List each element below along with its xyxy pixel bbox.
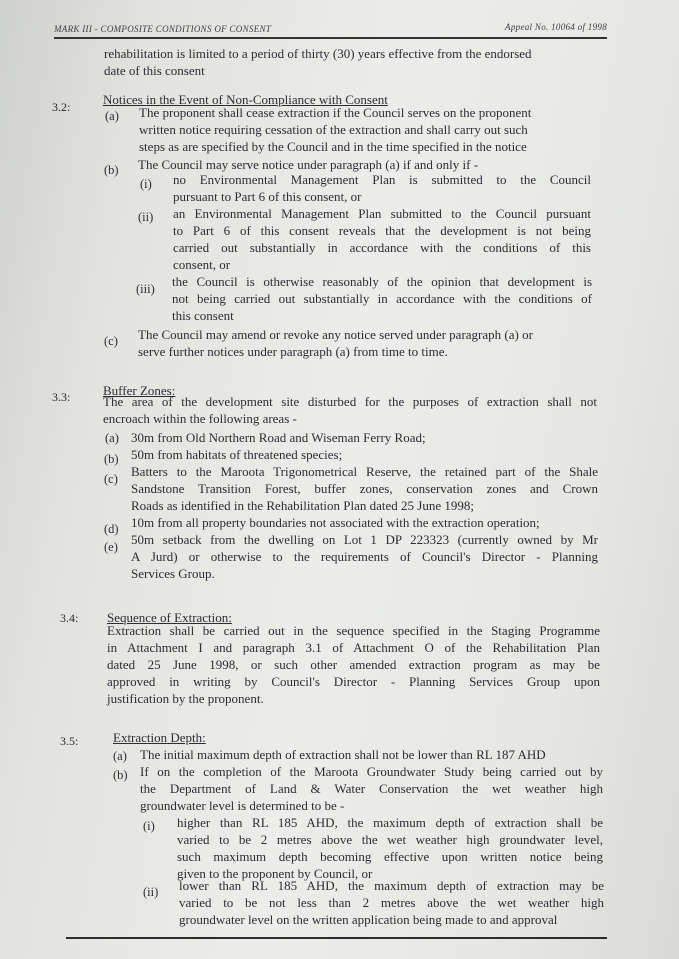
item-label: (b) <box>104 163 119 177</box>
paragraph-line: Services Group. <box>131 566 215 581</box>
paragraph-line: 10m from all property boundaries not associated with the extraction operation; <box>131 515 540 530</box>
header-rule <box>54 37 607 39</box>
paragraph-line: 50m from habitats of threatened species; <box>131 447 343 462</box>
intro-line: rehabilitation is limited to a period of thirty (30) years effective from the endorsed <box>104 46 532 61</box>
footer-rule <box>66 937 607 939</box>
paragraph-line: an Environmental Management Plan submitted to the Council pursuant <box>173 206 591 221</box>
item-label: (a) <box>105 109 119 123</box>
paragraph-line: justification by the proponent. <box>107 691 264 706</box>
item-label: (d) <box>104 522 119 536</box>
item-label: (e) <box>104 540 118 554</box>
paragraph-line: encroach within the following areas - <box>103 411 297 426</box>
paragraph-line: 30m from Old Northern Road and Wiseman Ferry Road; <box>131 430 426 445</box>
paragraph-line: in Attachment I and paragraph 3.1 of Attachment O of the Rehabilitation Plan <box>107 640 600 655</box>
subitem-label: (i) <box>140 177 152 191</box>
paragraph-line: steps as are specified by the Council and in the time specified in the notice <box>139 139 527 154</box>
subitem-label: (ii) <box>138 210 154 224</box>
paragraph-line: groundwater level on the written application being made to and approval <box>179 912 558 927</box>
paragraph-line: Batters to the Maroota Trigonometrical Reserve, the retained part of the Shale <box>131 464 598 479</box>
paragraph-line: serve further notices under paragraph (a) from time to time. <box>138 344 448 359</box>
section-heading: Buffer Zones: <box>103 383 176 398</box>
section-number: 3.4: <box>60 611 79 625</box>
item-label: (b) <box>113 768 128 782</box>
paragraph-line: pursuant to Part 6 of this consent, or <box>173 189 362 204</box>
paragraph-line: The proponent shall cease extraction if the Council serves on the proponent <box>139 105 532 120</box>
section-number: 3.5: <box>60 734 79 748</box>
paragraph-line: Roads as identified in the Rehabilitation Plan dated 25 June 1998; <box>131 498 474 513</box>
paragraph-line: this consent <box>172 308 234 323</box>
section-number: 3.2: <box>52 100 71 114</box>
paragraph-line: to Part 6 of this consent reveals that the development is not being <box>173 223 591 238</box>
paragraph-line: dated 25 June 1998, or such other amended extraction program as may be <box>107 657 600 672</box>
paragraph-line: such maximum depth becoming effective upon written notice being <box>177 849 603 864</box>
paragraph-line: 50m setback from the dwelling on Lot 1 DP 223323 (currently owned by Mr <box>131 532 598 547</box>
subitem-label: (i) <box>143 819 155 833</box>
running-header <box>54 20 607 36</box>
paragraph-line: If on the completion of the Maroota Groundwater Study being carried out by <box>140 764 603 779</box>
paragraph-line: given to the proponent by Council, or <box>177 866 373 881</box>
paragraph-line: lower than RL 185 AHD, the maximum depth of extraction may be <box>179 878 604 893</box>
section-heading: Notices in the Event of Non-Compliance with Consent <box>103 92 388 107</box>
item-label: (a) <box>105 431 119 445</box>
paragraph-line: The initial maximum depth of extraction shall not be lower than RL 187 AHD <box>140 747 546 762</box>
item-label: (c) <box>104 334 118 348</box>
paragraph-line: groundwater level is determined to be - <box>140 798 345 813</box>
item-label: (b) <box>104 452 119 466</box>
paragraph-line: consent, or <box>173 257 231 272</box>
section-number: 3.3: <box>52 390 71 404</box>
paragraph-line: no Environmental Management Plan is submitted to the Council <box>173 172 591 187</box>
paragraph-line: the Department of Land & Water Conservation the wet weather high <box>140 781 603 796</box>
paragraph-line: Extraction shall be carried out in the sequence specified in the Staging Programme <box>107 623 600 638</box>
intro-line: date of this consent <box>104 63 205 78</box>
paragraph-line: not being carried out substantially in accordance with the conditions of <box>172 291 592 306</box>
section-heading: Extraction Depth: <box>113 730 206 745</box>
paragraph-line: The area of the development site disturbed for the purposes of extraction shall not <box>103 394 597 409</box>
paragraph-line: higher than RL 185 AHD, the maximum depth of extraction shall be <box>177 815 603 830</box>
paragraph-line: written notice requiring cessation of the extraction and shall carry out such <box>139 122 528 137</box>
paragraph-line: varied to be not less than 2 metres above the wet weather high <box>179 895 604 910</box>
paragraph-line: the Council is otherwise reasonably of the opinion that development is <box>172 274 592 289</box>
header-appeal-number: Appeal No. 10064 of 1998 <box>505 22 607 32</box>
paragraph-line: approved in writing by Council's Director - Planning Services Group upon <box>107 674 600 689</box>
subitem-label: (ii) <box>143 885 159 899</box>
paragraph-line: A Jurd) or otherwise to the requirements of Council's Director - Planning <box>131 549 598 564</box>
section-heading: Sequence of Extraction: <box>107 610 232 625</box>
paragraph-line: The Council may serve notice under paragraph (a) if and only if - <box>138 157 479 172</box>
item-label: (a) <box>113 749 127 763</box>
paragraph-line: Sandstone Transition Forest, buffer zones, conservation zones and Crown <box>131 481 598 496</box>
subitem-label: (iii) <box>136 282 155 296</box>
paragraph-line: carried out substantially in accordance with the conditions of this <box>173 240 591 255</box>
paragraph-line: varied to be 2 metres above the wet weather high groundwater level, <box>177 832 603 847</box>
paragraph-line: The Council may amend or revoke any notice served under paragraph (a) or <box>138 327 533 342</box>
item-label: (c) <box>104 472 118 486</box>
header-title: MARK III - COMPOSITE CONDITIONS OF CONSENT <box>54 24 272 34</box>
